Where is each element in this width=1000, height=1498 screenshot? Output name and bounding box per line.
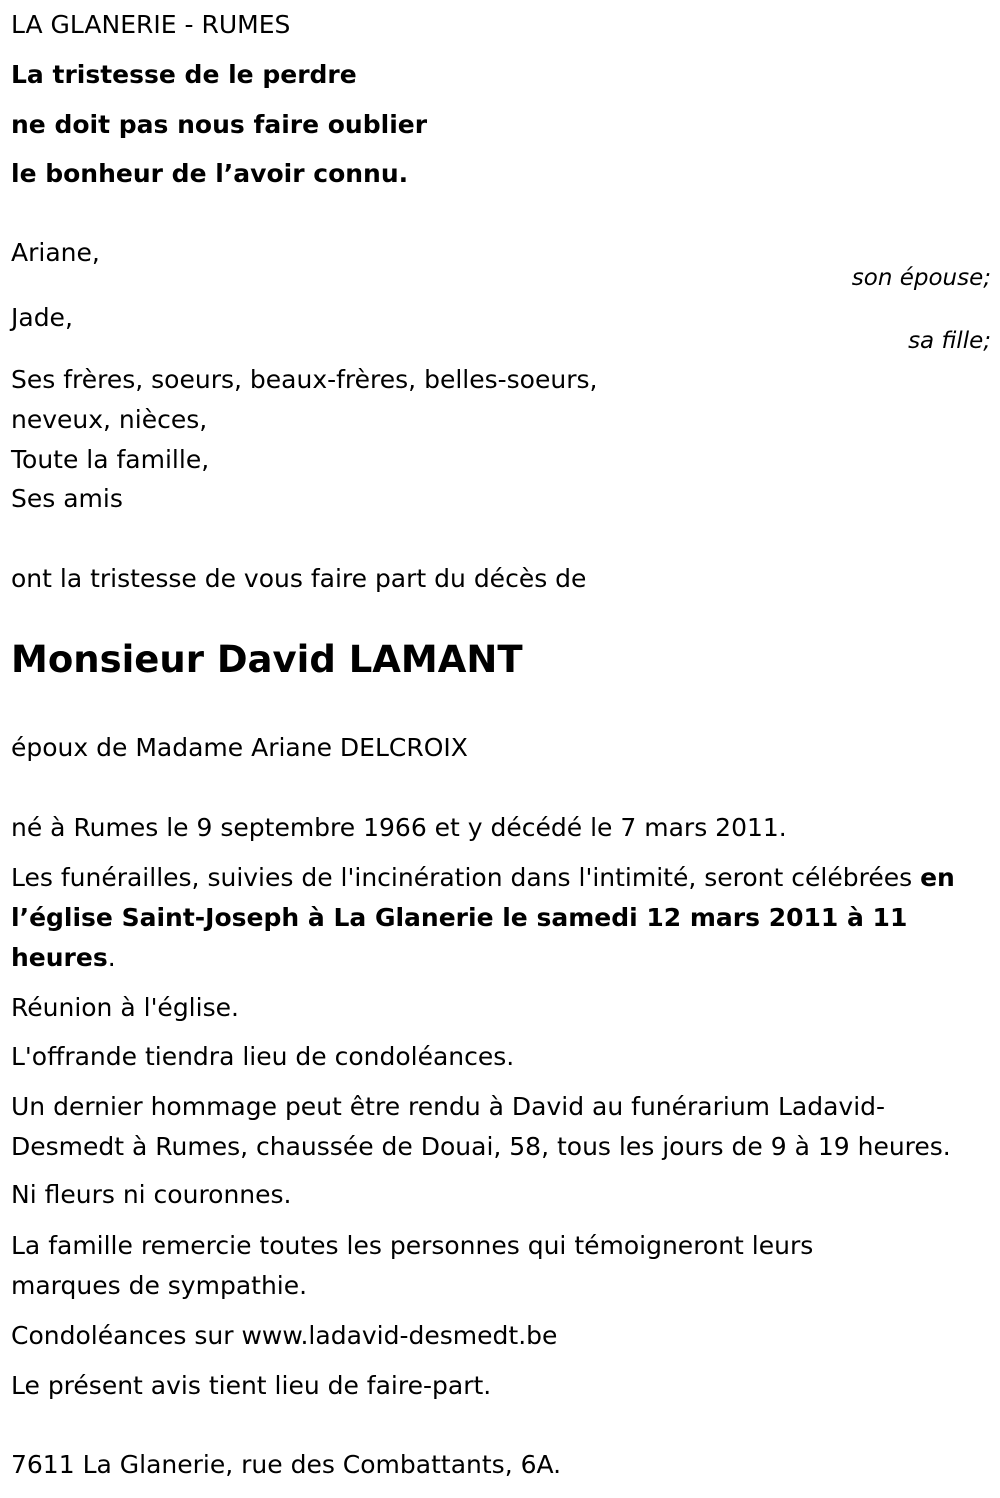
quote-line-1: La tristesse de le perdre [11,60,357,89]
funeral-intro: Les funérailles, suivies de l'incinération dans l'intimité, seront célébrées [11,863,921,892]
header-location: LA GLANERIE - RUMES [11,10,291,39]
relatives-line-3: Toute la famille, [11,445,210,474]
meeting-notice: Réunion à l'église. [11,993,239,1022]
relatives-line-4: Ses amis [11,484,123,513]
faire-part-notice: Le présent avis tient lieu de faire-part. [11,1371,492,1400]
daughter-role: sa fille; [908,328,991,354]
birth-death: né à Rumes le 9 septembre 1966 et y décédé le 7 mars 2011. [11,813,787,842]
relatives-line-1: Ses frères, soeurs, beaux-frères, belles-soeurs, [11,365,598,394]
quote-line-3: le bonheur de l’avoir connu. [11,159,409,188]
daughter-name: Jade, [11,303,73,332]
funeral-details: en l’église Saint-Joseph à La Glanerie le samedi 12 mars 2011 à 11 heures [11,863,955,972]
quote-line-2: ne doit pas nous faire oublier [11,110,428,139]
condolences-notice: Condoléances sur www.ladavid-desmedt.be [11,1321,558,1350]
address: 7611 La Glanerie, rue des Combattants, 6A. [11,1450,562,1479]
spouse-role: son épouse; [851,265,991,291]
funeral-paragraph [11,858,996,978]
deceased-name: Monsieur David LAMANT [11,638,523,681]
offering-notice: L'offrande tiendra lieu de condoléances. [11,1042,515,1071]
tribute-notice: Un dernier hommage peut être rendu à David au funérarium Ladavid-Desmedt à Rumes, chaussée de Douai, 58, tous les jours de 9 à 19 heures. [11,1092,951,1161]
announcement-text: ont la tristesse de vous faire part du décès de [11,564,587,593]
relatives-line-2: neveux, nièces, [11,405,208,434]
spouse-of: époux de Madame Ariane DELCROIX [11,733,468,762]
flowers-notice: Ni fleurs ni couronnes. [11,1180,292,1209]
funeral-end: . [107,943,116,972]
thanks-notice: La famille remercie toutes les personnes qui témoigneront leurs marques de sympathie. [11,1231,814,1300]
spouse-name: Ariane, [11,238,100,267]
